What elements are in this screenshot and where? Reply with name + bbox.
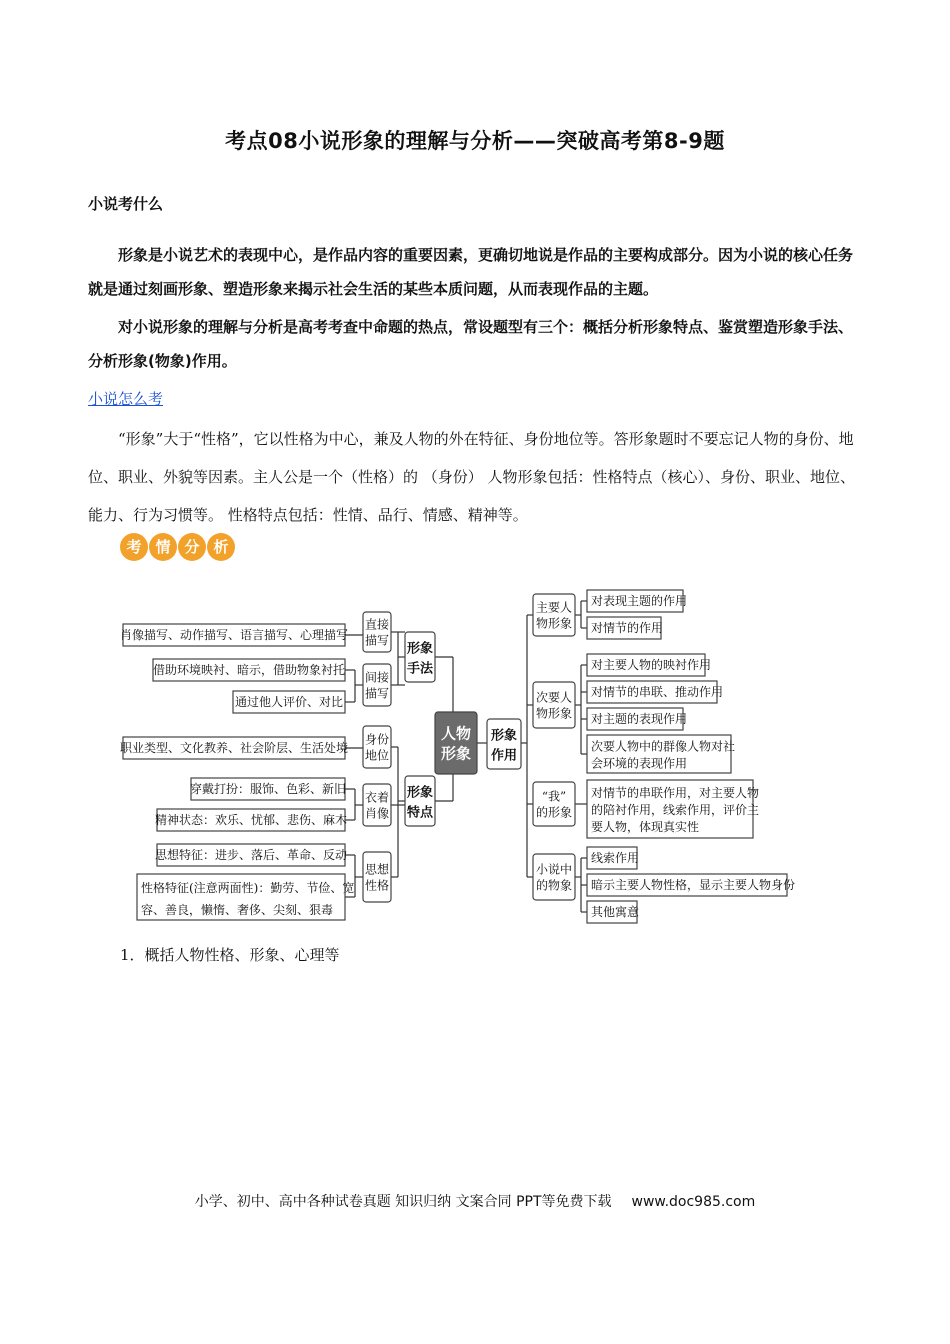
mindmap-label: 性格特征(注意两面性)：勤劳、节俭、宽 <box>141 881 355 896</box>
traits-item-4 <box>155 844 347 866</box>
minor-character-node <box>533 682 575 728</box>
role-item-main-2 <box>587 617 663 639</box>
exam-analysis-badge <box>120 532 235 564</box>
mindmap-label: 思想特征：进步、落后、革命、反动 <box>154 848 348 863</box>
page-footer <box>0 1191 950 1211</box>
mindmap-label: 主要人 <box>535 600 573 615</box>
method-item-3 <box>233 691 345 713</box>
intro-paragraph-2: 对小说形象的理解与分析是高考考查中命题的热点，常设题型有三个：概括分析形象特点、鉴赏塑造形象手法、分析形象(物象)作用。 <box>88 318 854 370</box>
role-item-minor-1 <box>587 654 711 676</box>
intro-paragraph-1: 形象是小说艺术的表现中心，是作品内容的重要因素，更确切地说是作品的主要构成部分。因为小说的核心任务就是通过刻画形象、塑造形象来揭示社会生活的某些本质问题，从而表现作品的主题。 <box>88 246 854 298</box>
mindmap-label: 通过他人评价、对比 <box>234 695 344 710</box>
page-title: 考点08小说形象的理解与分析——突破高考第8-9题 <box>225 129 725 153</box>
mindmap-label: 小说中 <box>535 862 573 877</box>
section-heading: 小说考什么 <box>88 195 164 213</box>
role-item-narrator <box>587 780 759 838</box>
method-item-2 <box>153 659 345 681</box>
mindmap-label: 间接 <box>364 670 390 685</box>
mindmap-label: 对情节的作用 <box>591 621 664 636</box>
traits-node <box>405 776 435 826</box>
mindmap-label: 手法 <box>406 661 434 677</box>
method-item-1 <box>120 624 348 646</box>
narrator-node <box>533 782 575 826</box>
main-character-node <box>533 594 575 636</box>
mindmap-label: 职业类型、文化教养、社会阶层、生活处境 <box>119 741 349 756</box>
footer-text: 小学、初中、高中各种试卷真题 知识归纳 文案合同 PPT等免费下载 <box>194 1194 612 1210</box>
mindmap-label: 直接 <box>364 617 390 632</box>
appearance-node <box>363 784 391 826</box>
mindmap-label: 肖像 <box>364 806 390 821</box>
mindmap-label: 特点 <box>406 805 434 821</box>
role-item-minor-4 <box>587 735 735 773</box>
mindmap-label: 其他寓意 <box>591 905 640 920</box>
mindmap-label: 物形象 <box>535 706 573 721</box>
badge-char: 析 <box>213 538 229 556</box>
mindmap-label: 思想 <box>364 862 390 877</box>
mindmap-label: “我” <box>541 789 567 804</box>
mindmap-label: 线索作用 <box>591 851 640 866</box>
center-node <box>435 712 477 774</box>
mindmap-label: 作用 <box>490 748 518 764</box>
mindmap-nodes <box>120 590 795 923</box>
mindmap-label: 物形象 <box>535 616 573 631</box>
identity-node <box>363 726 391 768</box>
traits-item-1 <box>120 737 348 759</box>
mindmap-label: 次要人物中的群像人物对社 <box>591 739 736 754</box>
role-item-minor-3 <box>587 708 687 730</box>
list-item-1: 1．概括人物性格、形象、心理等 <box>120 946 340 964</box>
role-item-minor-2 <box>587 681 723 703</box>
badge-circles <box>120 533 235 561</box>
mindmap-label: 形象 <box>440 744 472 763</box>
mindmap-label: 对情节的串联、推动作用 <box>591 685 724 700</box>
mindmap-label: 精神状态：欢乐、忧郁、悲伤、麻木 <box>154 813 348 828</box>
role-item-main-1 <box>587 590 687 612</box>
traits-item-3 <box>155 809 347 831</box>
character-image-mindmap <box>115 580 795 925</box>
mindmap-label: 形象 <box>406 641 434 657</box>
mindmap-label: 的形象 <box>535 805 573 820</box>
mindmap-label: 借助环境映衬、暗示，借助物象衬托 <box>152 663 346 678</box>
mindmap-label: 的陪衬作用，线索作用，评价主 <box>591 802 760 817</box>
role-item-object-2 <box>587 874 795 896</box>
method-node <box>405 632 435 682</box>
role-node <box>487 719 521 769</box>
mindmap-label: 形象 <box>406 785 434 801</box>
mindmap-label: 要人物，体现真实性 <box>591 819 700 834</box>
mindmap-label: 暗示主要人物性格，显示主要人物身份 <box>591 878 795 893</box>
mindmap-label: 对情节的串联作用，对主要人物 <box>591 785 760 800</box>
mindmap-label: 对主要人物的映衬作用 <box>591 658 712 673</box>
mindmap-label: 人物 <box>440 724 472 743</box>
badge-char: 考 <box>126 538 142 556</box>
personality-node <box>363 852 391 902</box>
indirect-desc-node <box>363 664 391 706</box>
direct-desc-node <box>363 612 391 652</box>
badge-char: 情 <box>155 538 171 556</box>
mindmap-label: 地位 <box>364 748 390 763</box>
mindmap-label: 描写 <box>364 633 390 648</box>
image-vs-character-paragraph: “形象”大于“性格”，它以性格为中心，兼及人物的外在特征、身份地位等。答形象题时不要忘记人物的身份、地位、职业、外貌等因素。主人公是一个（性格）的 （身份） 人物形象包括：性格特点（核心）、身份、职业、地位、能力、行为习惯等。 性格特点包括：性情、品行、情感、精神等。 <box>88 430 856 524</box>
mindmap-label: 次要人 <box>535 690 573 705</box>
mindmap-label: 衣着 <box>364 790 390 805</box>
mindmap-label: 形象 <box>490 728 518 744</box>
mindmap-label: 对主题的表现作用 <box>591 712 688 727</box>
footer-site: www.doc985.com <box>631 1194 756 1210</box>
mindmap-label: 对表现主题的作用 <box>591 594 688 609</box>
role-item-object-1 <box>587 847 639 869</box>
traits-item-2 <box>190 778 346 800</box>
role-item-object-3 <box>587 901 639 923</box>
mindmap-label: 身份 <box>364 732 390 747</box>
badge-char: 分 <box>184 538 200 556</box>
how-tested-link[interactable]: 小说怎么考 <box>88 390 164 408</box>
mindmap-label: 性格 <box>364 878 390 893</box>
mindmap-label: 肖像描写、动作描写、语言描写、心理描写 <box>119 628 349 643</box>
traits-item-5 <box>137 874 354 920</box>
mindmap-label: 容、善良，懒惰、奢侈、尖刻、狠毒 <box>141 903 334 918</box>
mindmap-label: 穿戴打扮：服饰、色彩、新旧 <box>189 782 347 797</box>
mindmap-label: 的物象 <box>535 878 573 893</box>
mindmap-label: 会环境的表现作用 <box>591 756 688 771</box>
mindmap-label: 描写 <box>364 686 390 701</box>
object-node <box>533 854 575 900</box>
